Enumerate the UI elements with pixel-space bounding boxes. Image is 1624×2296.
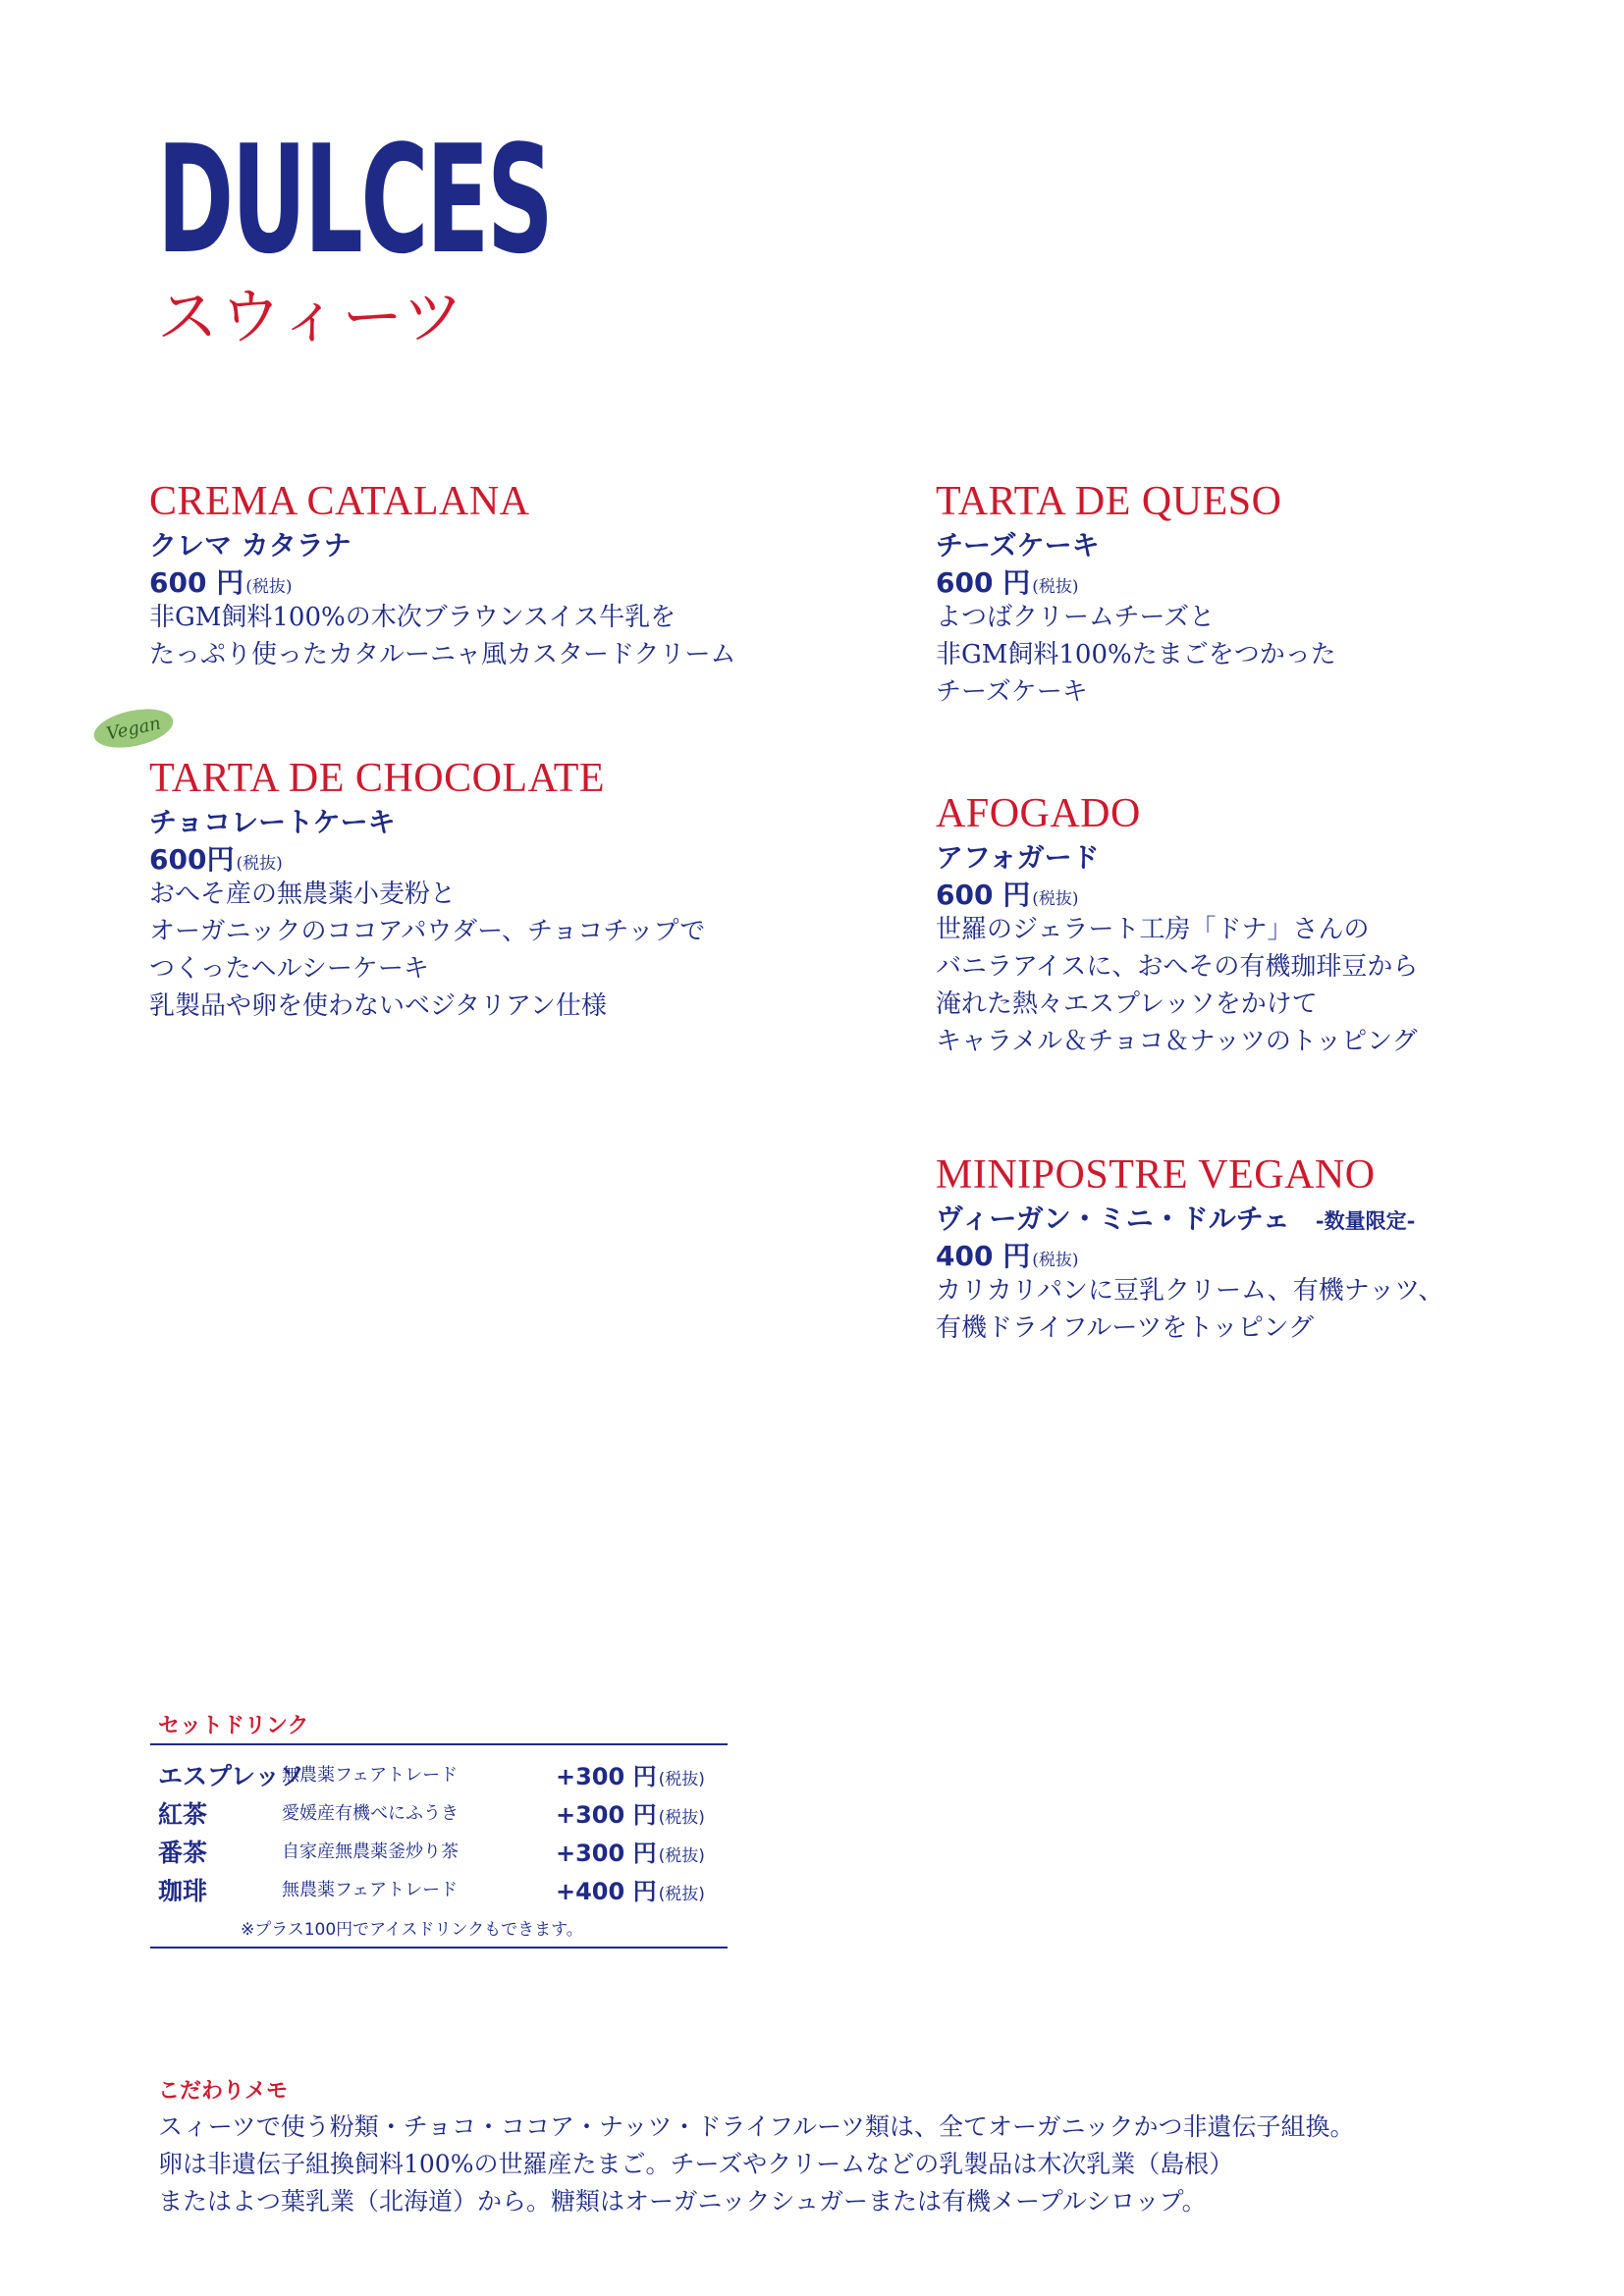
- iced-drink-note: ※プラス100円でアイスドリンクもできます。: [241, 1920, 583, 1940]
- drink-price: [556, 1757, 705, 1791]
- memo-title: こだわりメモ: [158, 2079, 289, 2104]
- tax-note: (税抜): [1032, 577, 1079, 597]
- desc-line: たっぷり使ったカタルーニャ風カスタードクリーム: [149, 640, 736, 669]
- tax-note: (税抜): [1032, 889, 1079, 909]
- item-name: TARTA DE QUESO: [936, 479, 1282, 524]
- drink-description: 無農薬フェアトレード: [282, 1765, 459, 1786]
- item-price: 600 円: [149, 566, 244, 599]
- drink-name: 紅茶: [158, 1800, 208, 1829]
- item-name-ja-text: ヴィーガン・ミニ・ドルチェ: [936, 1202, 1290, 1235]
- drink-name: 珈琲: [158, 1877, 208, 1905]
- drink-row: [158, 1834, 728, 1873]
- item-name-ja: チョコレートケーキ: [149, 806, 396, 838]
- drink-price-value: +300 円: [556, 1801, 657, 1829]
- vegan-badge: [90, 703, 177, 754]
- item-name-ja: チーズケーキ: [936, 529, 1100, 561]
- memo-body: [158, 2109, 1355, 2220]
- set-drink-bottom-divider: [150, 1947, 728, 1949]
- desc-line: 非GM飼料100%たまごをつかった: [936, 640, 1336, 669]
- tax-note: (税抜): [245, 577, 293, 597]
- item-name: TARTA DE CHOCOLATE: [149, 756, 606, 801]
- tax-note: (税抜): [658, 1808, 705, 1828]
- drink-row: [158, 1795, 728, 1835]
- item-name-ja: クレマ カタラナ: [149, 529, 352, 561]
- drink-name: 番茶: [158, 1839, 208, 1867]
- desc-line: おへそ産の無農薬小麦粉と: [149, 880, 457, 909]
- desc-line: チーズケーキ: [936, 677, 1088, 707]
- item-description: [149, 876, 705, 1025]
- vegan-badge-label: Vegan: [104, 712, 163, 745]
- menu-item: [936, 1154, 1443, 1347]
- desc-line: 乳製品や卵を使わないベジタリアン仕様: [149, 991, 607, 1021]
- tax-note: (税抜): [236, 854, 283, 874]
- desc-line: カリカリパンに豆乳クリーム、有機ナッツ、: [936, 1276, 1444, 1306]
- item-price: 600 円: [936, 566, 1031, 599]
- tax-note: (税抜): [658, 1885, 705, 1904]
- desc-line: つくったヘルシーケーキ: [149, 954, 429, 984]
- item-name: MINIPOSTRE VEGANO: [936, 1152, 1376, 1198]
- item-price: 600 円: [936, 879, 1031, 911]
- drink-price-value: +300 円: [556, 1840, 657, 1867]
- drink-price: [556, 1872, 705, 1906]
- price-row: [936, 881, 1418, 909]
- set-drink-top-divider: [150, 1743, 728, 1745]
- drink-row: [158, 1757, 728, 1796]
- menu-subtitle: スウィーツ: [157, 281, 465, 352]
- menu-item: [936, 793, 1418, 1060]
- drink-description: 無農薬フェアトレード: [282, 1880, 459, 1900]
- drink-row: [158, 1872, 728, 1911]
- drink-price: [556, 1795, 705, 1830]
- memo-line: またはよつ葉乳業（北海道）から。糖類はオーガニックシュガーまたは有機メープルシロップ。: [158, 2187, 1207, 2216]
- desc-line: よつばクリームチーズと: [936, 603, 1216, 632]
- price-row: [149, 843, 705, 876]
- desc-line: バニラアイスに、おへその有機珈琲豆から: [936, 952, 1419, 982]
- item-description: [149, 599, 735, 673]
- desc-line: 有機ドライフルーツをトッピング: [936, 1313, 1315, 1343]
- item-name-ja: [936, 1202, 1443, 1235]
- drink-price-value: +400 円: [556, 1878, 657, 1905]
- item-name: AFOGADO: [936, 791, 1141, 836]
- menu-item: [149, 758, 705, 1025]
- desc-line: オーガニックのココアパウダー、チョコチップで: [149, 917, 706, 946]
- limited-quantity-note: -数量限定-: [1315, 1208, 1416, 1233]
- drink-price-value: +300 円: [556, 1763, 657, 1790]
- item-price: 400 円: [936, 1240, 1031, 1272]
- item-description: [936, 911, 1418, 1060]
- drink-description: 自家産無農薬釜炒り茶: [282, 1842, 459, 1862]
- menu-item: [149, 481, 735, 673]
- drink-name: エスプレッソ: [158, 1762, 304, 1790]
- desc-line: キャラメル＆チョコ＆ナッツのトッピング: [936, 1027, 1418, 1056]
- memo-line: 卵は非遺伝子組換飼料100%の世羅産たまご。チーズやクリームなどの乳製品は木次乳業（島根）: [158, 2150, 1234, 2178]
- desc-line: 世羅のジェラート工房「ドナ」さんの: [936, 915, 1370, 944]
- memo-line: スィーツで使う粉類・チョコ・ココア・ナッツ・ドライフルーツ類は、全てオーガニックかつ非遺伝子組換。: [158, 2112, 1355, 2141]
- desc-line: 淹れた熱々エスプレッソをかけて: [936, 989, 1318, 1019]
- price-row: [936, 1240, 1443, 1272]
- menu-item: [936, 481, 1336, 711]
- item-description: [936, 599, 1336, 711]
- price-row: [149, 566, 735, 599]
- item-name: CREMA CATALANA: [149, 479, 530, 524]
- drink-price: [556, 1834, 705, 1868]
- tax-note: (税抜): [658, 1770, 705, 1789]
- price-row: [936, 566, 1336, 599]
- menu-title: DULCES: [157, 113, 552, 287]
- item-price: 600円: [149, 843, 235, 876]
- set-drink-title: セットドリンク: [158, 1714, 309, 1738]
- tax-note: (税抜): [1032, 1251, 1079, 1270]
- item-description: [936, 1272, 1443, 1347]
- tax-note: (税抜): [658, 1846, 705, 1866]
- desc-line: 非GM飼料100%の木次ブラウンスイス牛乳を: [149, 603, 677, 632]
- item-name-ja: アフォガード: [936, 841, 1100, 874]
- drink-description: 愛媛産有機べにふうき: [282, 1803, 459, 1824]
